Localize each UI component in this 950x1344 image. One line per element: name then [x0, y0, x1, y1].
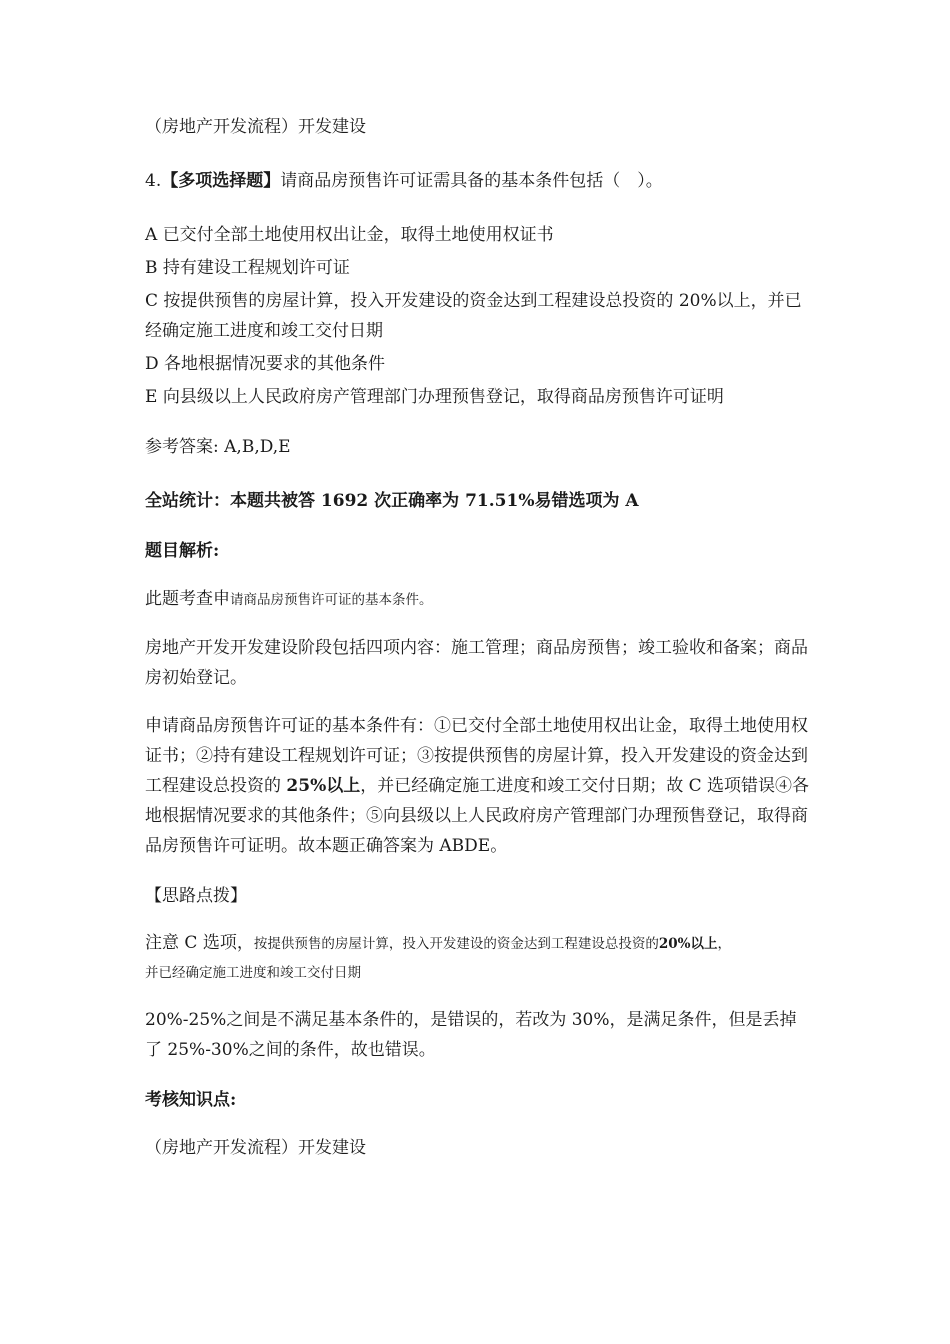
- reference-answer: [145, 432, 810, 462]
- hint-paragraph: 20%-25%之间是不满足基本条件的，是错误的，若改为 30%，是满足条件，但是丢掉了 25%-30%之间的条件，故也错误。: [145, 1010, 797, 1060]
- stats-count: 1692: [320, 491, 369, 511]
- stats-prefix: 全站统计：本题共被答: [145, 491, 315, 511]
- hint-small-line2: 并已经确定施工进度和竣工交付日期: [145, 965, 361, 981]
- hint-small-text: 按提供预售的房屋计算，投入开发建设的资金达到工程建设总投资的: [253, 936, 659, 952]
- option-text: 持有建设工程规划许可证: [162, 258, 350, 278]
- conditions-text-a: 申请商品房预售许可证的基本条件有：①已交付全部土地使用权出让金，取得土地使用权证书；②持有建设工程规划许可证；③按提供预售的房屋计算，投入开发建设的资金达到工程建设总投资的: [145, 716, 808, 796]
- stats-suffix: 易错选项为: [534, 491, 620, 511]
- analysis-intro-topic: 请商品房预售许可证的基本条件。: [230, 592, 433, 608]
- option-c: [145, 286, 810, 346]
- hint-title: 【思路点拨】: [145, 886, 247, 906]
- option-letter: A: [145, 225, 158, 245]
- question-type: 【多项选择题】: [161, 171, 281, 191]
- conditions-text-b: ，并已经确定施工进度和竣工交付日期；故 C 选项错误④各地根据情况要求的其他条件；⑤向县级以上人民政府房产管理部门办理预售登记，取得商品房预售许可证明。故本题正确答案为 ABDE。: [145, 776, 810, 856]
- hint-bold-text: 20%以上: [658, 936, 718, 952]
- answer-label: 参考答案:: [145, 437, 219, 457]
- question-number: 4.: [145, 171, 162, 191]
- option-e: [145, 382, 810, 412]
- hint-prefix: 注意 C 选项，: [145, 933, 254, 953]
- option-letter: C: [145, 291, 159, 311]
- site-statistics: [145, 486, 810, 516]
- document-page: [145, 112, 810, 1163]
- knowledge-value: （房地产开发流程）开发建设: [145, 1138, 366, 1158]
- analysis-intro-prefix: 此题考查申: [145, 589, 230, 609]
- stats-rate: 71.51%: [465, 491, 535, 511]
- option-text: 已交付全部土地使用权出让金，取得土地使用权证书: [162, 225, 554, 245]
- hint-line: [145, 929, 810, 987]
- option-letter: D: [145, 354, 159, 374]
- analysis-title: 题目解析:: [145, 541, 220, 561]
- hint-small-end: ，: [717, 936, 731, 952]
- question-stem: [145, 166, 810, 196]
- question-text: 请商品房预售许可证需具备的基本条件包括（ ）。: [280, 171, 663, 191]
- option-b: [145, 253, 810, 283]
- stats-wrong-option: A: [625, 491, 639, 511]
- options-list: [145, 220, 810, 412]
- category-header: （房地产开发流程）开发建设: [145, 117, 366, 137]
- answer-value: A,B,D,E: [224, 437, 291, 457]
- knowledge-title: 考核知识点:: [145, 1090, 237, 1110]
- option-text: 向县级以上人民政府房产管理部门办理预售登记，取得商品房预售许可证明: [162, 387, 724, 407]
- option-text: 各地根据情况要求的其他条件: [164, 354, 386, 374]
- analysis-intro: [145, 584, 810, 615]
- stats-mid: 次正确率为: [374, 491, 460, 511]
- option-a: [145, 220, 810, 250]
- option-letter: B: [145, 258, 158, 278]
- option-d: [145, 349, 810, 379]
- analysis-paragraph-stages: 房地产开发开发建设阶段包括四项内容：施工管理；商品房预售；竣工验收和备案；商品房初始登记。: [145, 638, 808, 688]
- option-letter: E: [145, 387, 158, 407]
- option-text: 按提供预售的房屋计算，投入开发建设的资金达到工程建设总投资的 20%以上，并已经确定施工进度和竣工交付日期: [145, 291, 802, 341]
- conditions-bold: 25%以上: [286, 776, 361, 796]
- analysis-paragraph-conditions: [145, 711, 810, 861]
